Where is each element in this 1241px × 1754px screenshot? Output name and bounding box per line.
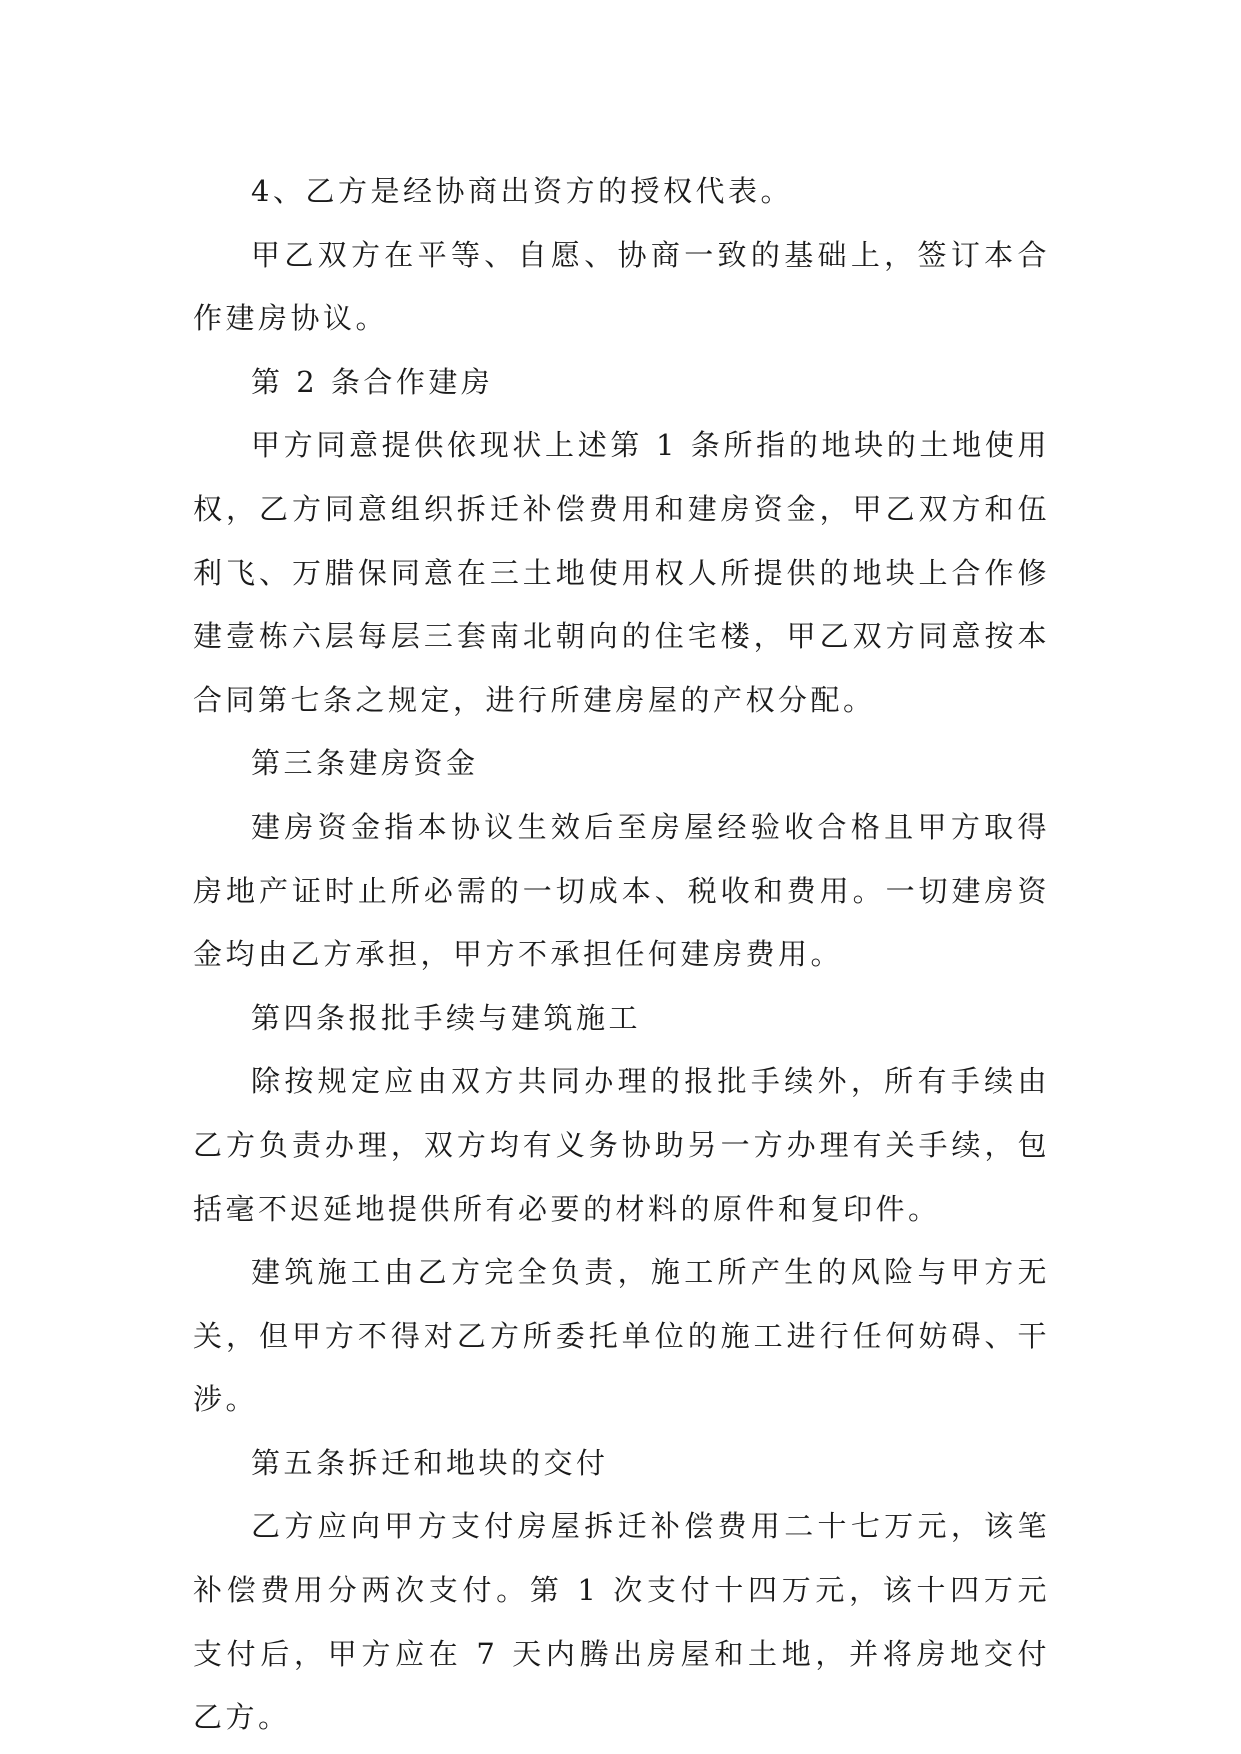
clause-heading-demolition-delivery: 第五条拆迁和地块的交付 [251, 1445, 609, 1480]
clause-heading-cooperative-building: 第 2 条合作建房 [251, 364, 494, 399]
paragraph-authorized-representative: 4、乙方是经协商出资方的授权代表。 [251, 174, 793, 208]
clause-heading-building-funds: 第三条建房资金 [251, 746, 479, 781]
clause-heading-approval-construction: 第四条报批手续与建筑施工 [251, 1000, 642, 1035]
paragraph-approval-procedures: 除按规定应由双方共同办理的报批手续外，所有手续由乙方负责办理，双方均有义务协助另一方办理有关手续，包括毫不迟延地提供所有必要的材料的原件和复印件。 [193, 1064, 1050, 1226]
paragraph-demolition-compensation: 乙方应向甲方支付房屋拆迁补偿费用二十七万元，该笔补偿费用分两次支付。第 1 次支付十四万元，该十四万元支付后，甲方应在 7 天内腾出房屋和土地，并将房地交付乙方。 [193, 1509, 1050, 1735]
paragraph-agreement-basis: 甲乙双方在平等、自愿、协商一致的基础上，签订本合作建房协议。 [193, 237, 1050, 336]
paragraph-building-funds: 建房资金指本协议生效后至房屋经验收合格且甲方取得房地产证时止所必需的一切成本、税收和费用。一切建房资金均由乙方承担，甲方不承担任何建房费用。 [193, 809, 1050, 972]
paragraph-cooperative-building: 甲方同意提供依现状上述第 1 条所指的地块的土地使用权，乙方同意组织拆迁补偿费用和建房资金，甲乙双方和伍利飞、万腊保同意在三土地使用权人所提供的地块上合作修建壹栋六层每层三套南北朝向的住宅楼，甲乙双方同意按本合同第七条之规定，进行所建房屋的产权分配。 [193, 428, 1050, 717]
paragraph-construction: 建筑施工由乙方完全负责，施工所产生的风险与甲方无关，但甲方不得对乙方所委托单位的施工进行任何妨碍、干涉。 [193, 1255, 1050, 1417]
document-body [193, 160, 1050, 1750]
